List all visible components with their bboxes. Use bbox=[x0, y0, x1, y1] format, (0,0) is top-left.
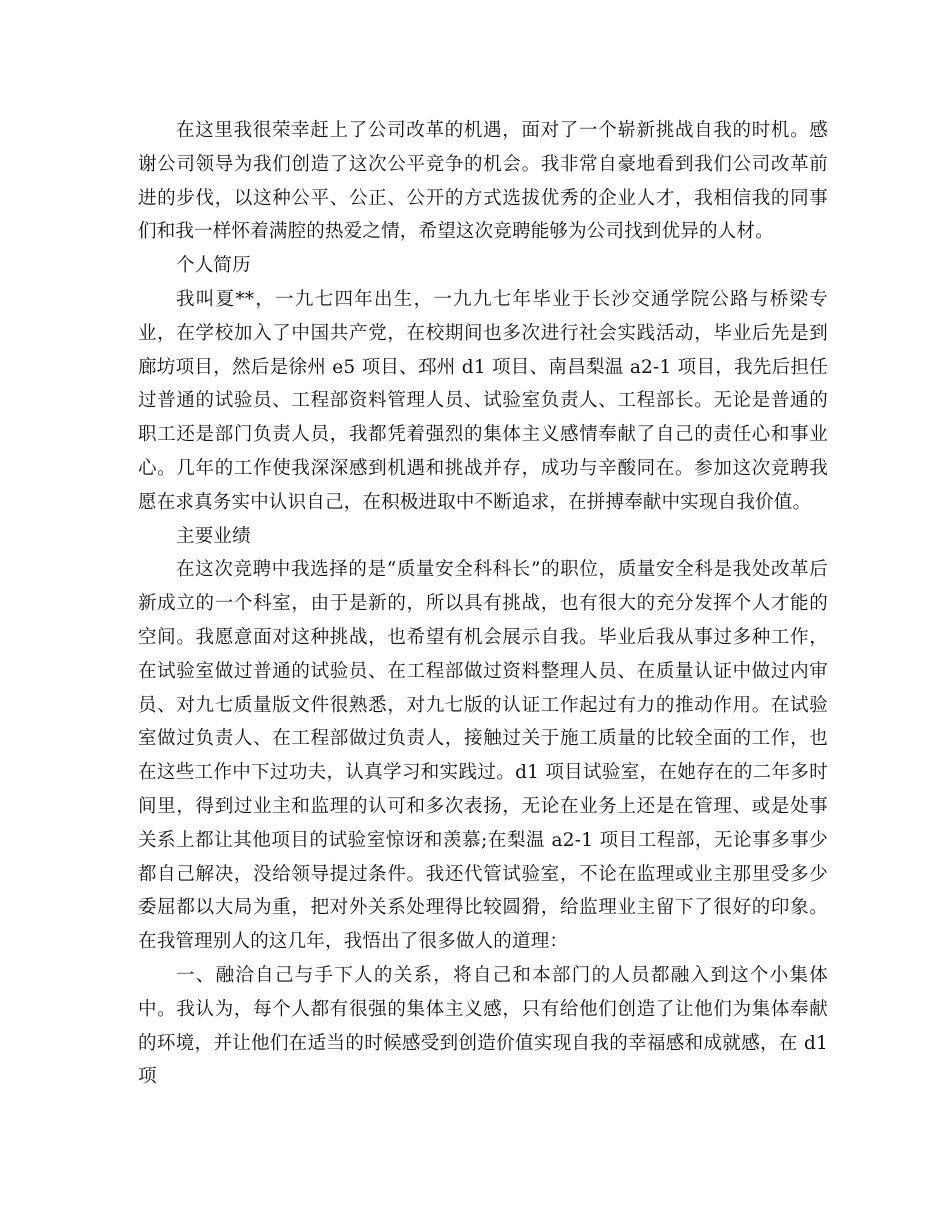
intro-paragraph: 在这里我很荣幸赶上了公司改革的机遇，面对了一个崭新挑战自我的时机。感谢公司领导为我们创造了这次公平竞争的机会。我非常自豪地看到我们公司改革前进的步伐，以这种公平、公正、公开的方式选拔优秀的企业人才，我相信我的同事们和我一样怀着满腔的热爱之情，希望这次竞聘能够为公司找到优异的人材。 bbox=[138, 120, 828, 243]
achievements-paragraph: 在这次竞聘中我选择的是“质量安全科科长”的职位，质量安全科是我处改革后新成立的一个科室，由于是新的，所以具有挑战，也有很大的充分发挥个人才能的空间。我愿意面对这种挑战，也希望有机会展示自我。毕业后我从事过多种工作，在试验室做过普通的试验员、在工程部做过资料整理人员、在质量认证中做过内审员、对九七质量版文件很熟悉，对九七版的认证工作起过有力的推动作用。在试验室做过负责人、在工程部做过负责人，接触过关于施工质量的比较全面的工作，也在这些工作中下过功夫，认真学习和实践过。d1 项目试验室，在她存在的二年多时间里，得到过业主和监理的认可和多次表扬，无论在业务上还是在管理、或是处事关系上都让其他项目的试验室惊讶和羡慕;在梨温 a2-1 项目工程部，无论事多事少都自己解决，没给领导提过条件。我还代管试验室，不论在监理或业主那里受多少委屈都以大局为重，把对外关系处理得比较圆猾，给监理业主留下了很好的印象。在我管理别人的这几年，我悟出了很多做人的道理： bbox=[138, 559, 828, 953]
point-one-paragraph: 一、融洽自己与手下人的关系，将自己和本部门的人员都融入到这个小集体中。我认为，每个人都有很强的集体主义感，只有给他们创造了让他们为集体奉献的环境，并让他们在适当的时候感受到创造价值实现自我的幸福感和成就感，在 d1 项 bbox=[138, 964, 828, 1088]
section-heading-achievements: 主要业绩 bbox=[176, 525, 251, 547]
document-body bbox=[138, 114, 828, 1094]
resume-paragraph: 我叫夏**，一九七四年出生，一九九七年毕业于长沙交通学院公路与桥梁专业，在学校加入了中国共产党，在校期间也多次进行社会实践活动，毕业后先是到廊坊项目，然后是徐州 e5 项目、邳州 d1 项目、南昌梨温 a2-1 项目，我先后担任过普通的试验员、工程部资料管理人员、试验室负责人、工程部长。无论是普通的职工还是部门负责人员，我都凭着强烈的集体主义感情奉献了自己的责任心和事业心。几年的工作使我深深感到机遇和挑战并存，成功与辛酸同在。参加这次竞聘我愿在求真务实中认识自己，在积极进取中不断追求，在拼搏奉献中实现自我价值。 bbox=[138, 288, 828, 513]
section-heading-resume: 个人简历 bbox=[176, 255, 251, 277]
